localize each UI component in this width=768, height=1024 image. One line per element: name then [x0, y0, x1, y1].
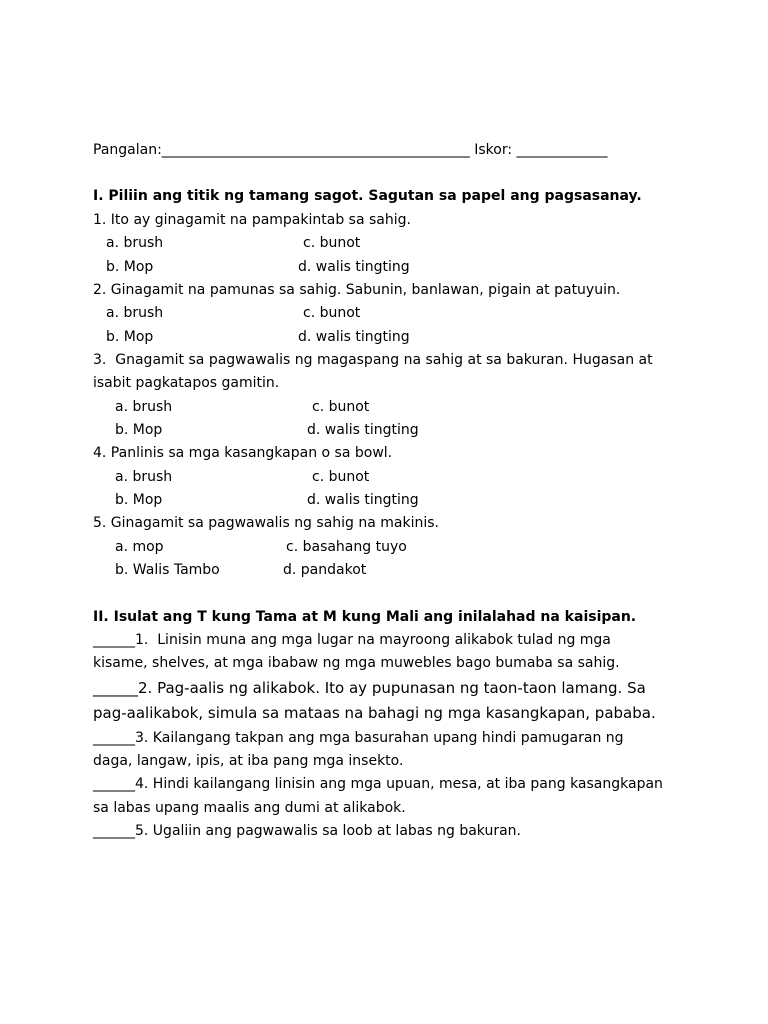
q3-option-c: c. bunot — [312, 399, 370, 415]
q4-option-c: c. bunot — [312, 469, 370, 485]
q4-option-b: b. Mop — [115, 492, 163, 508]
q2-option-d: d. walis tingting — [298, 329, 410, 345]
score-field-label: Iskor: _____________ — [474, 142, 608, 158]
q4-option-d: d. walis tingting — [307, 492, 419, 508]
tf-item-2-line-1: ______2. Pag-aalis ng alikabok. Ito ay pupunasan ng taon-taon lamang. Sa — [93, 679, 646, 697]
q5-option-c: c. basahang tuyo — [286, 539, 407, 555]
question-3-line-1: 3. Gnagamit sa pagwawalis ng magaspang na sahig at sa bakuran. Hugasan at — [93, 352, 653, 368]
name-score-line — [93, 141, 608, 159]
q3-option-d: d. walis tingting — [307, 422, 419, 438]
tf-item-1-line-2: kisame, shelves, at mga ibabaw ng mga muwebles bago bumaba sa sahig. — [93, 655, 620, 671]
q5-option-a: a. mop — [115, 539, 164, 555]
q1-option-a: a. brush — [106, 235, 164, 251]
tf-item-3-line-2: daga, langaw, ipis, at iba pang mga insekto. — [93, 753, 404, 769]
question-5: 5. Ginagamit sa pagwawalis ng sahig na makinis. — [93, 515, 439, 531]
q1-option-d: d. walis tingting — [298, 259, 410, 275]
q1-option-b: b. Mop — [106, 259, 154, 275]
q3-option-b: b. Mop — [115, 422, 163, 438]
q5-option-d: d. pandakot — [283, 562, 367, 578]
tf-item-4-line-2: sa labas upang maalis ang dumi at alikabok. — [93, 800, 406, 816]
q3-option-a: a. brush — [115, 399, 173, 415]
question-2: 2. Ginagamit na pamunas sa sahig. Sabunin, banlawan, pigain at patuyuin. — [93, 282, 621, 298]
tf-item-2-line-2: pag-aalikabok, simula sa mataas na bahagi ng mga kasangkapan, pababa. — [93, 704, 656, 722]
q2-option-a: a. brush — [106, 305, 164, 321]
question-3-line-2: isabit pagkatapos gamitin. — [93, 375, 280, 391]
q1-option-c: c. bunot — [303, 235, 361, 251]
question-1: 1. Ito ay ginagamit na pampakintab sa sahig. — [93, 212, 411, 228]
tf-item-1-line-1: ______1. Linisin muna ang mga lugar na mayroong alikabok tulad ng mga — [93, 632, 611, 648]
tf-item-4-line-1: ______4. Hindi kailangang linisin ang mga upuan, mesa, at iba pang kasangkapan — [93, 776, 663, 792]
question-4: 4. Panlinis sa mga kasangkapan o sa bowl. — [93, 445, 393, 461]
q4-option-a: a. brush — [115, 469, 173, 485]
part1-title: I. Piliin ang titik ng tamang sagot. Sagutan sa papel ang pagsasanay. — [93, 188, 642, 204]
q2-option-c: c. bunot — [303, 305, 361, 321]
q2-option-b: b. Mop — [106, 329, 154, 345]
tf-item-5-line-1: ______5. Ugaliin ang pagwawalis sa loob at labas ng bakuran. — [93, 823, 521, 839]
part2-title: II. Isulat ang T kung Tama at M kung Mali ang inilalahad na kaisipan. — [93, 609, 637, 625]
name-field-label: Pangalan:____________________________________________ — [93, 142, 470, 158]
tf-item-3-line-1: ______3. Kailangang takpan ang mga basurahan upang hindi pamugaran ng — [93, 730, 624, 746]
q5-option-b: b. Walis Tambo — [115, 562, 220, 578]
